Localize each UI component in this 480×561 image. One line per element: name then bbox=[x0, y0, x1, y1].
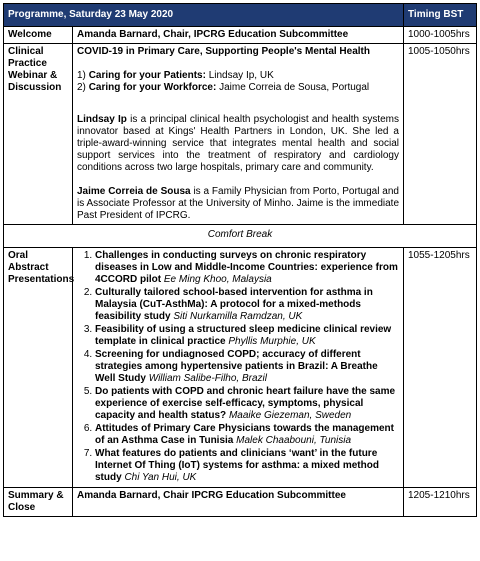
abstract-title: Culturally tailored school-based intervention for asthma in Malaysia (CuT-AsthMa): A protocol for a mixed-methods feasibility study bbox=[95, 287, 373, 322]
abstract-item bbox=[95, 287, 399, 323]
bio-1-name: Lindsay Ip bbox=[77, 114, 127, 125]
timing-heading: Timing BST bbox=[404, 4, 477, 27]
webinar-item-2-number: 2) bbox=[77, 82, 86, 93]
programme-document bbox=[3, 3, 476, 558]
abstract-title: What features do patients and clinicians ‘want’ in the future Internet Of Thing (IoT) systems for asthma: a mixed method study bbox=[95, 448, 379, 483]
webinar-item-2-topic: Caring for your Workforce: bbox=[88, 82, 217, 93]
bio-2-name: Jaime Correia de Sousa bbox=[77, 186, 191, 197]
abstract-title: Attitudes of Primary Care Physicians towards the management of an Asthma Case in Tunisia bbox=[95, 423, 394, 446]
abstract-item bbox=[95, 250, 399, 286]
abstract-item bbox=[95, 349, 399, 385]
abstract-author: William Salibe-Filho, Brazil bbox=[148, 373, 267, 384]
timing-welcome: 1000-1005hrs bbox=[404, 27, 477, 44]
table-row-summary bbox=[4, 488, 477, 517]
abstract-item bbox=[95, 423, 399, 447]
table-row-webinar bbox=[4, 44, 477, 225]
abstract-author: Ee Ming Khoo, Malaysia bbox=[163, 274, 272, 285]
welcome-content: Amanda Barnard, Chair, IPCRG Education Subcommittee bbox=[73, 27, 404, 44]
webinar-item-2-speaker: Jaime Correia de Sousa, Portugal bbox=[216, 82, 370, 93]
abstract-author: Phyllis Murphie, UK bbox=[228, 336, 316, 347]
timing-webinar: 1005-1050hrs bbox=[404, 44, 477, 225]
abstract-item bbox=[95, 448, 399, 484]
table-row-break bbox=[4, 225, 477, 248]
bio-1-text: is a principal clinical health psychologist and health systems innovator based at Kings' Health Partners in London, UK. She led a triple-award-winning service that integrates mental health and social support services into the treatment of respiratory and cardiology conditions across two large hospitals, primary care and community. bbox=[77, 114, 399, 173]
oral-abstracts-content bbox=[73, 248, 404, 488]
webinar-item-1-number: 1) bbox=[77, 70, 86, 81]
session-label-summary: Summary & Close bbox=[4, 488, 73, 517]
abstract-author: Malek Chaabouni, Tunisia bbox=[236, 435, 352, 446]
comfort-break-label: Comfort Break bbox=[4, 225, 477, 248]
abstract-item bbox=[95, 324, 399, 348]
speaker-bio-lindsay-ip bbox=[77, 114, 399, 174]
abstract-title: Challenges in conducting surveys on chronic respiratory diseases in Low and Middle-Income Countries: experience from 4CCORD pilot bbox=[95, 250, 398, 285]
summary-content: Amanda Barnard, Chair IPCRG Education Subcommittee bbox=[73, 488, 404, 517]
session-label-webinar: Clinical Practice Webinar & Discussion bbox=[4, 44, 73, 225]
programme-date-heading: Programme, Saturday 23 May 2020 bbox=[4, 4, 404, 27]
webinar-content bbox=[73, 44, 404, 225]
abstract-author: Chi Yan Hui, UK bbox=[124, 472, 197, 483]
webinar-item-2 bbox=[77, 82, 399, 94]
abstract-title: Screening for undiagnosed COPD; accuracy of different strategies among hypertensive patients in Brazil: A Breathe Well Study bbox=[95, 349, 378, 384]
table-row-oral-abstracts bbox=[4, 248, 477, 488]
session-label-welcome: Welcome bbox=[4, 27, 73, 44]
abstract-title: Feasibility of using a structured sleep medicine clinical review template in clinical practice bbox=[95, 324, 392, 347]
webinar-item-1 bbox=[77, 70, 399, 82]
abstract-author: Siti Nurkamilla Ramdzan, UK bbox=[173, 311, 303, 322]
webinar-item-1-speaker: Lindsay Ip, UK bbox=[205, 70, 274, 81]
abstract-title: Do patients with COPD and chronic heart failure have the same experience of exercise self-efficacy, symptoms, physical capacity and health status? bbox=[95, 386, 396, 421]
abstract-author: Maaike Giezeman, Sweden bbox=[228, 410, 352, 421]
timing-summary: 1205-1210hrs bbox=[404, 488, 477, 517]
speaker-bio-jaime-correia-de-sousa bbox=[77, 186, 399, 222]
table-header-row bbox=[4, 4, 477, 27]
programme-table bbox=[3, 3, 477, 517]
abstract-item bbox=[95, 386, 399, 422]
webinar-item-1-topic: Caring for your Patients: bbox=[88, 70, 206, 81]
session-label-oral: Oral Abstract Presentations bbox=[4, 248, 73, 488]
webinar-title: COVID-19 in Primary Care, Supporting People's Mental Health bbox=[77, 46, 370, 57]
abstract-list bbox=[77, 250, 399, 484]
bio-2-text: is a Family Physician from Porto, Portugal and is Associate Professor at the University of Minho. Jaime is the immediate Past President of IPCRG. bbox=[77, 186, 399, 221]
timing-oral: 1055-1205hrs bbox=[404, 248, 477, 488]
table-row-welcome bbox=[4, 27, 477, 44]
